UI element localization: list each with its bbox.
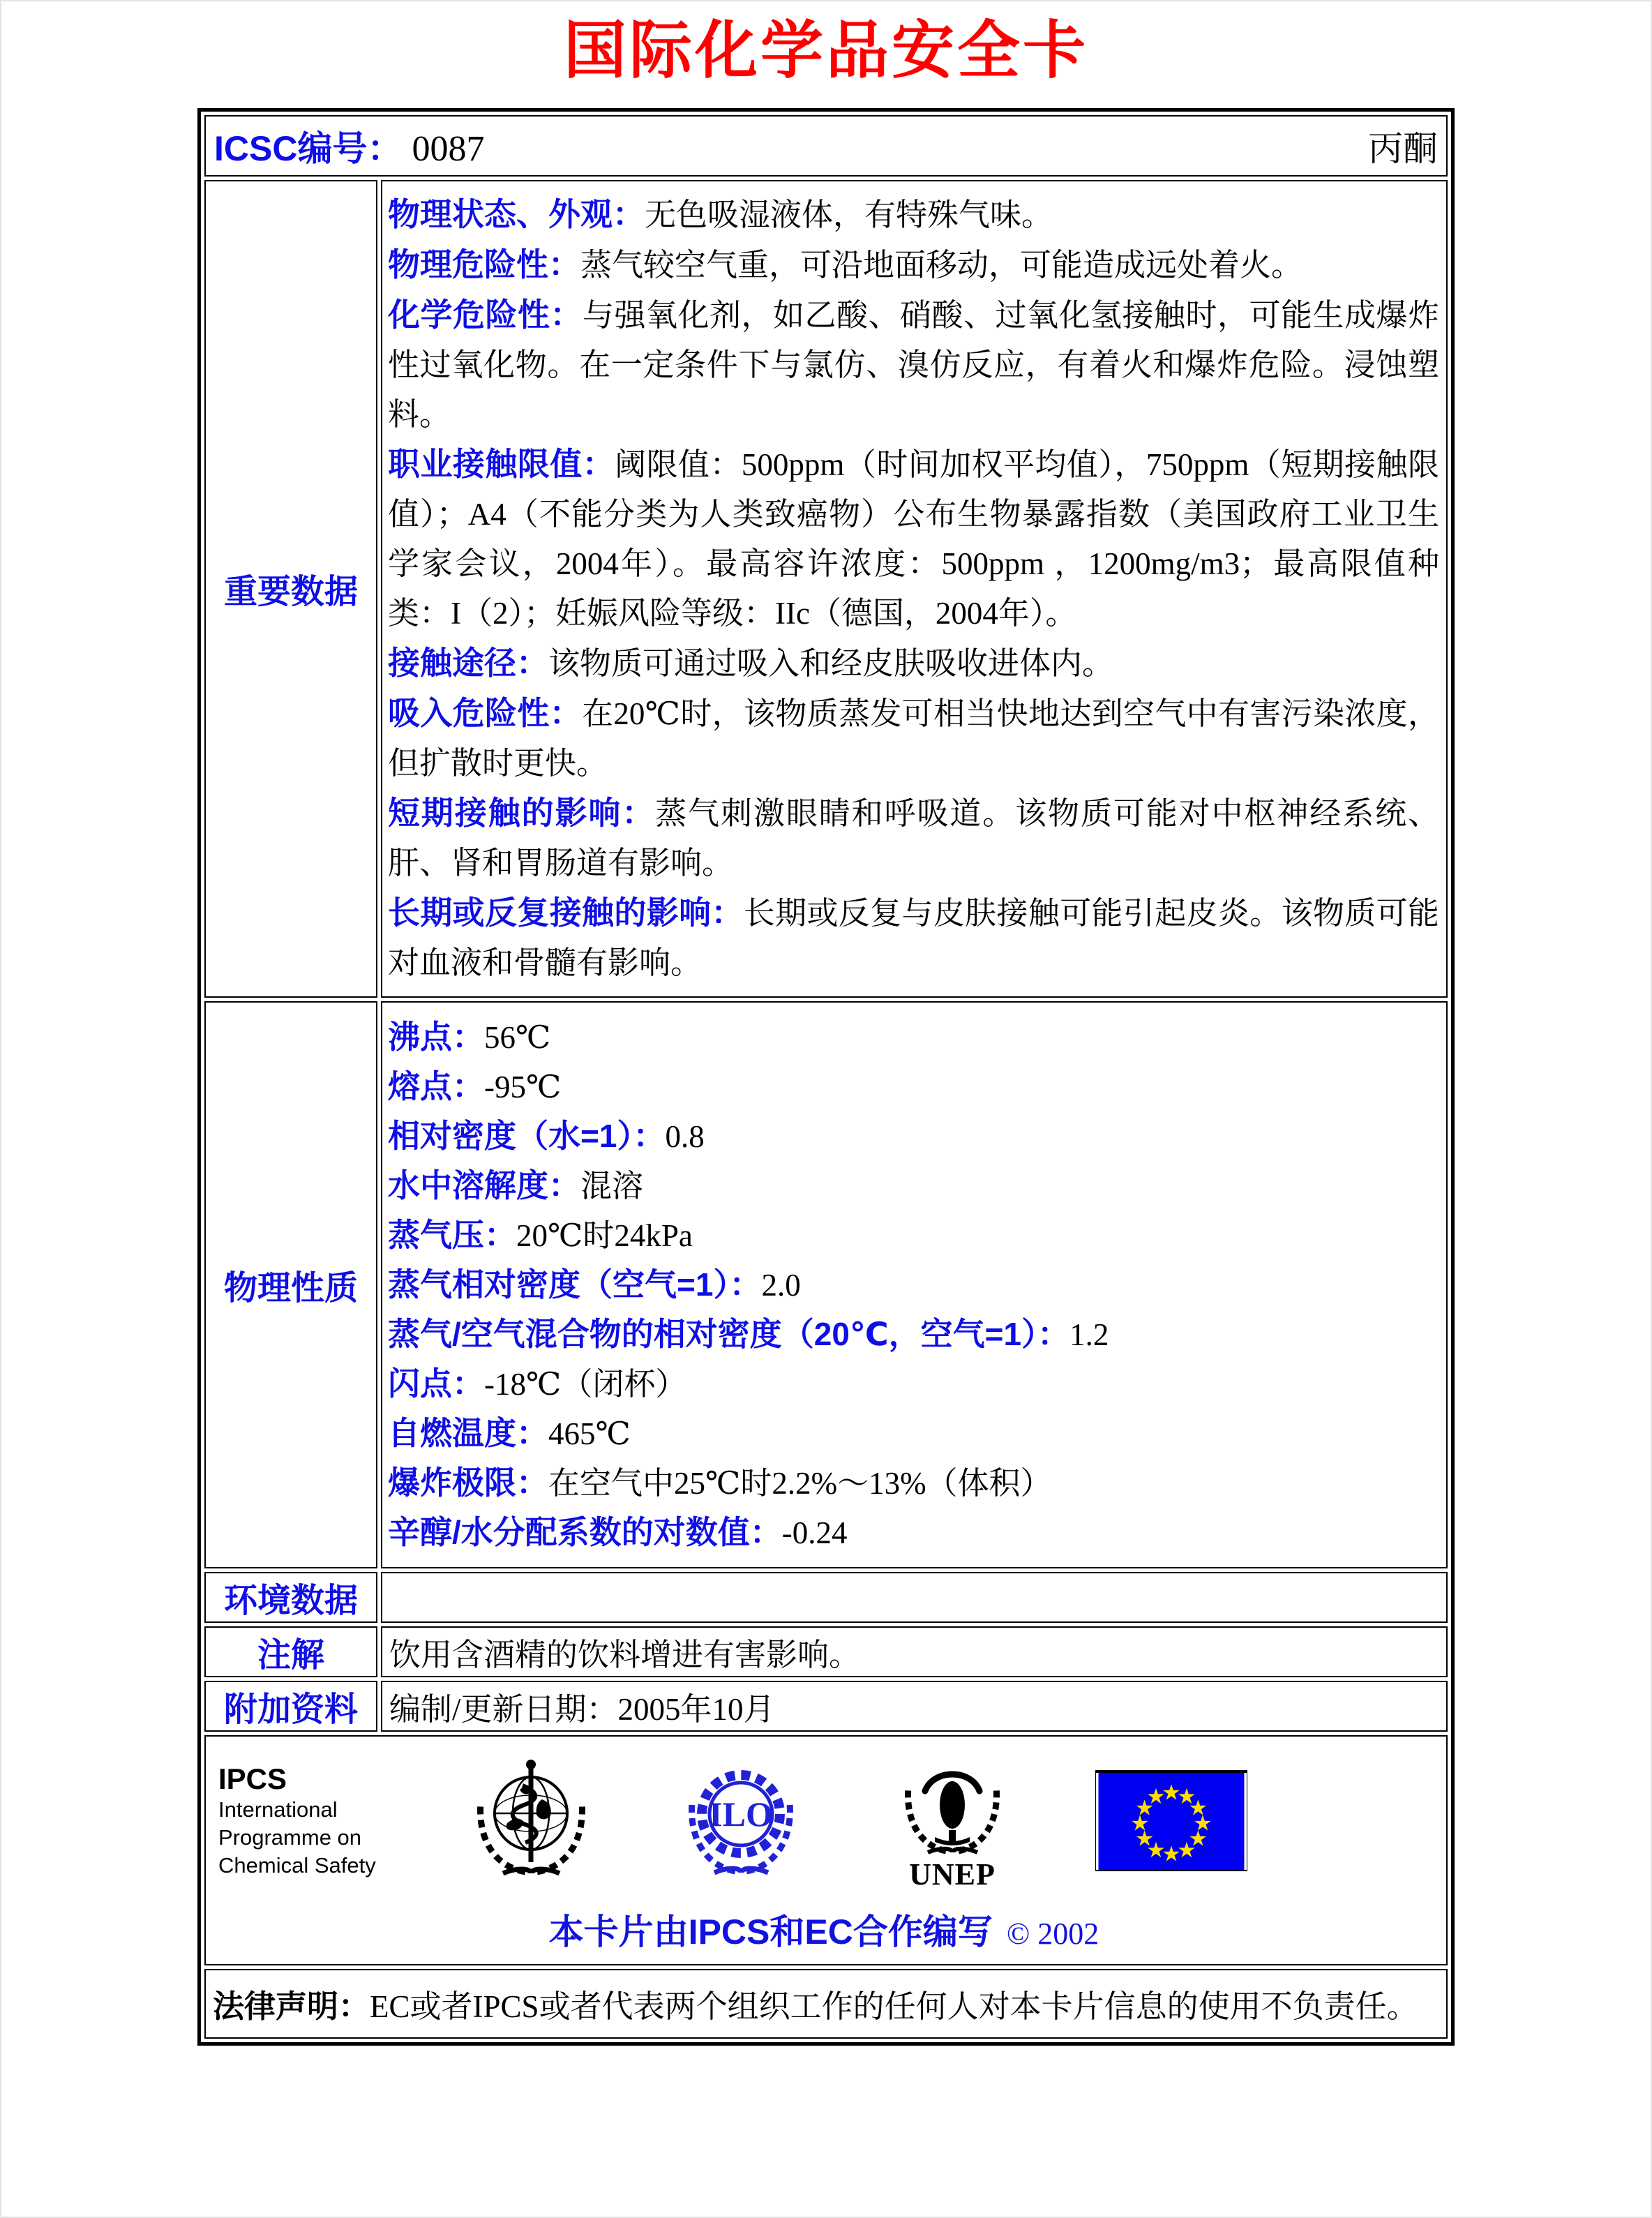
property-item bbox=[388, 1161, 1439, 1211]
item-value: 465℃ bbox=[548, 1416, 631, 1451]
svg-text:★: ★ bbox=[1188, 1796, 1208, 1821]
item-value: 在空气中25℃时2.2%～13%（体积） bbox=[548, 1465, 1052, 1501]
item-value: 1.2 bbox=[1069, 1317, 1109, 1352]
item-label: 长期或反复接触的影响： bbox=[388, 894, 744, 931]
property-item bbox=[388, 1260, 1439, 1310]
icsc-number-value: 0087 bbox=[412, 128, 485, 169]
ipcs-text-block bbox=[218, 1762, 428, 1880]
item-value: 2.0 bbox=[761, 1267, 801, 1303]
svg-text:★: ★ bbox=[1134, 1827, 1155, 1852]
item-label: 辛醇/水分配系数的对数值： bbox=[388, 1513, 782, 1550]
unep-logo-text: UNEP bbox=[909, 1857, 996, 1891]
item-label: 爆炸极限： bbox=[388, 1464, 548, 1501]
ilo-logo-icon bbox=[678, 1758, 804, 1884]
item-value: 与强氧化剂，如乙酸、硝酸、过氧化氢接触时，可能生成爆炸性过氧化物。在一定条件下与氯仿、溴仿反应，有着火和爆炸危险。浸蚀塑料。 bbox=[388, 297, 1439, 432]
item-label: 蒸气压： bbox=[388, 1216, 516, 1253]
item-label: 职业接触限值： bbox=[388, 445, 615, 482]
section-label-physical-properties: 物理性质 bbox=[204, 1001, 377, 1568]
svg-text:★: ★ bbox=[1146, 1785, 1166, 1810]
item-value: 长期或反复与皮肤接触可能引起皮炎。该物质可能对血液和骨髓有影响。 bbox=[388, 895, 1439, 980]
property-item bbox=[388, 1012, 1439, 1062]
header-cell bbox=[204, 115, 1448, 177]
environmental-data-row bbox=[204, 1572, 1448, 1623]
svg-text:★: ★ bbox=[1134, 1796, 1155, 1821]
important-data-item bbox=[388, 440, 1439, 638]
header-row bbox=[204, 115, 1448, 177]
item-label: 自燃温度： bbox=[388, 1414, 548, 1451]
item-label: 物理危险性： bbox=[388, 246, 580, 283]
property-item bbox=[388, 1458, 1439, 1508]
important-data-content bbox=[381, 180, 1448, 998]
property-item bbox=[388, 1062, 1439, 1111]
property-item bbox=[388, 1508, 1439, 1557]
item-value: 0.8 bbox=[665, 1118, 705, 1154]
important-data-item bbox=[388, 290, 1439, 440]
chemical-name: 丙酮 bbox=[1368, 128, 1438, 168]
legal-text: EC或者IPCS或者代表两个组织工作的任何人对本卡片信息的使用不负责任。 bbox=[370, 1989, 1418, 2024]
svg-text:★: ★ bbox=[1188, 1827, 1208, 1852]
item-label: 物理状态、外观： bbox=[388, 195, 645, 232]
unep-logo-icon bbox=[893, 1748, 1012, 1894]
svg-text:★: ★ bbox=[1162, 1842, 1181, 1867]
svg-text:★: ★ bbox=[1130, 1811, 1150, 1836]
item-value: -0.24 bbox=[781, 1515, 848, 1550]
legal-cell bbox=[204, 1969, 1448, 2039]
notes-content: 饮用含酒精的饮料增进有害影响。 bbox=[381, 1626, 1448, 1677]
item-label: 熔点： bbox=[388, 1067, 484, 1104]
item-value: 该物质可通过吸入和经皮肤吸收进体内。 bbox=[548, 645, 1114, 681]
svg-text:★: ★ bbox=[1162, 1781, 1181, 1806]
item-value: 无色吸湿液体，有特殊气味。 bbox=[645, 197, 1053, 232]
item-label: 闪点： bbox=[388, 1365, 484, 1402]
item-label: 蒸气相对密度（空气=1）： bbox=[388, 1266, 762, 1303]
svg-text:★: ★ bbox=[1146, 1838, 1166, 1863]
important-data-item bbox=[388, 240, 1439, 290]
who-logo-icon bbox=[467, 1756, 596, 1885]
credit-line bbox=[218, 1904, 1429, 1954]
item-value: -95℃ bbox=[484, 1069, 562, 1104]
item-label: 水中溶解度： bbox=[388, 1167, 580, 1204]
footer-cell bbox=[204, 1735, 1448, 1965]
item-label: 相对密度（水=1）： bbox=[388, 1117, 666, 1154]
important-data-item bbox=[388, 638, 1439, 689]
physical-properties-row bbox=[204, 1001, 1448, 1568]
property-item bbox=[388, 1211, 1439, 1260]
item-value: 20℃时24kPa bbox=[516, 1217, 693, 1253]
section-label-notes: 注解 bbox=[204, 1626, 377, 1677]
ipcs-line: Programme on bbox=[218, 1824, 362, 1850]
environmental-data-content bbox=[381, 1572, 1448, 1623]
legal-row bbox=[204, 1969, 1448, 2039]
logo-row bbox=[218, 1748, 1429, 1894]
notes-row bbox=[204, 1626, 1448, 1677]
important-data-item bbox=[388, 689, 1439, 788]
property-item bbox=[388, 1111, 1439, 1161]
property-item bbox=[388, 1310, 1439, 1359]
icsc-number-group bbox=[214, 121, 484, 171]
page-title: 国际化学品安全卡 bbox=[564, 16, 1088, 86]
important-data-item bbox=[388, 788, 1439, 888]
item-value: 56℃ bbox=[484, 1019, 551, 1055]
icsc-number-label: ICSC编号： bbox=[214, 128, 403, 168]
additional-info-row bbox=[204, 1681, 1448, 1732]
ipcs-acronym: IPCS bbox=[218, 1762, 287, 1795]
icsc-card-table bbox=[197, 108, 1455, 2046]
ipcs-line: Chemical Safety bbox=[218, 1852, 376, 1878]
item-value: 阈限值：500ppm（时间加权平均值），750ppm（短期接触限值）；A4（不能分类为人类致癌物）公布生物暴露指数（美国政府工业卫生学家会议，2004年）。最高容许浓度：500ppm ，1200mg/m3；最高限值种类：I（2）；妊娠风险等级：IIc（德国，2004年）。 bbox=[388, 447, 1439, 631]
item-label: 短期接触的影响： bbox=[388, 794, 656, 831]
property-item bbox=[388, 1359, 1439, 1409]
svg-text:★: ★ bbox=[1193, 1811, 1212, 1836]
important-data-item bbox=[388, 888, 1439, 988]
property-item bbox=[388, 1409, 1439, 1458]
legal-label: 法律声明： bbox=[213, 1988, 370, 2024]
physical-properties-content bbox=[381, 1001, 1448, 1568]
additional-info-content: 编制/更新日期：2005年10月 bbox=[381, 1681, 1448, 1732]
item-label: 沸点： bbox=[388, 1018, 484, 1055]
credit-text: 本卡片由IPCS和EC合作编写 bbox=[548, 1912, 993, 1951]
item-label: 接触途径： bbox=[388, 644, 548, 681]
eu-flag-icon bbox=[1095, 1770, 1247, 1871]
item-label: 化学危险性： bbox=[388, 296, 583, 333]
svg-text:★: ★ bbox=[1177, 1838, 1196, 1863]
ipcs-line: International bbox=[218, 1797, 338, 1822]
item-label: 蒸气/空气混合物的相对密度（20℃，空气=1）： bbox=[388, 1315, 1070, 1352]
item-label: 吸入危险性： bbox=[388, 694, 582, 731]
footer-row bbox=[204, 1735, 1448, 1965]
section-label-environmental-data: 环境数据 bbox=[204, 1572, 377, 1623]
copyright-text: © 2002 bbox=[1006, 1916, 1099, 1951]
important-data-item bbox=[388, 190, 1439, 240]
item-value: -18℃（闭杯） bbox=[484, 1366, 687, 1402]
section-label-additional-info: 附加资料 bbox=[204, 1681, 377, 1732]
important-data-row bbox=[204, 180, 1448, 998]
item-value: 混溶 bbox=[580, 1168, 644, 1204]
section-label-important-data: 重要数据 bbox=[204, 180, 377, 998]
item-value: 蒸气较空气重，可沿地面移动，可能造成远处着火。 bbox=[580, 247, 1303, 283]
item-value: 蒸气刺激眼睛和呼吸道。该物质可能对中枢神经系统、肝、肾和胃肠道有影响。 bbox=[388, 795, 1439, 881]
ilo-logo-text: ILO bbox=[709, 1794, 773, 1834]
svg-text:★: ★ bbox=[1177, 1785, 1196, 1810]
item-value: 在20℃时，该物质蒸发可相当快地达到空气中有害污染浓度，但扩散时更快。 bbox=[388, 696, 1439, 781]
